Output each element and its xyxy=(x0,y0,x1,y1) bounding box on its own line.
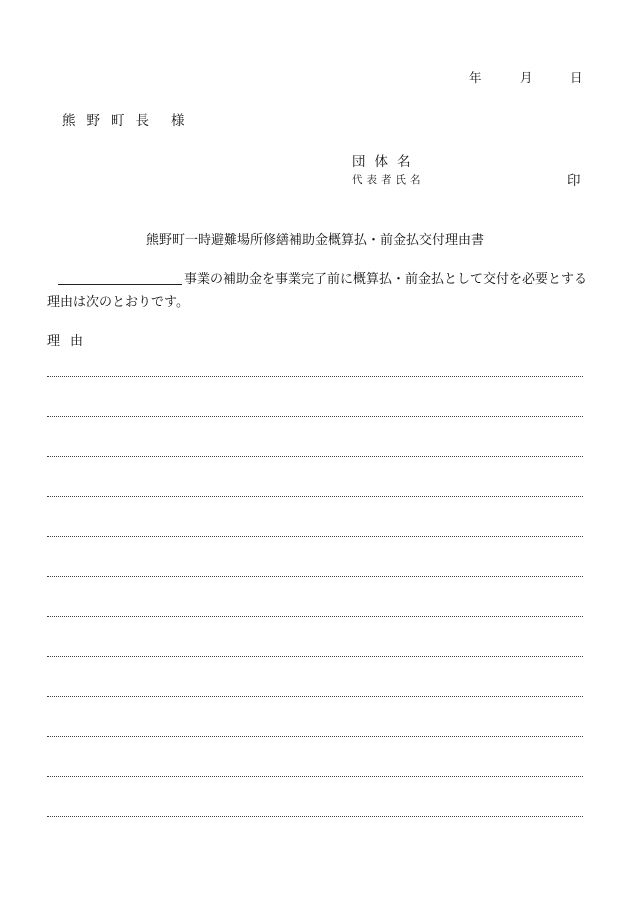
representative-label: 代表者氏名 xyxy=(352,174,425,186)
reason-writing-line xyxy=(47,816,583,817)
document-title: 熊野町一時避難場所修繕補助金概算払・前金払交付理由書 xyxy=(145,233,484,248)
reason-label: 理由 xyxy=(47,334,94,349)
seal-mark: 印 xyxy=(567,173,581,189)
reason-writing-line xyxy=(47,496,583,497)
organization-label: 団体名 xyxy=(352,154,420,170)
date-month-label: 月 xyxy=(520,70,533,85)
reason-writing-line xyxy=(47,616,583,617)
reason-writing-line xyxy=(47,536,583,537)
reason-writing-line xyxy=(47,696,583,697)
reason-writing-line xyxy=(47,736,583,737)
reason-writing-line xyxy=(47,656,583,657)
addressee-name: 熊野町長 xyxy=(62,113,160,129)
reason-writing-line xyxy=(47,576,583,577)
reason-writing-line xyxy=(47,456,583,457)
date-day-label: 日 xyxy=(570,70,583,85)
reason-writing-line xyxy=(47,416,583,417)
reason-writing-line xyxy=(47,376,583,377)
reason-writing-line xyxy=(47,776,583,777)
body-text-line-1: 事業の補助金を事業完了前に概算払・前金払として交付を必要とする xyxy=(184,272,588,287)
project-name-blank xyxy=(58,268,182,285)
body-text-line-2: 理由は次のとおりです。 xyxy=(47,295,189,310)
addressee-honorific: 様 xyxy=(171,113,185,129)
date-year-label: 年 xyxy=(469,70,482,85)
